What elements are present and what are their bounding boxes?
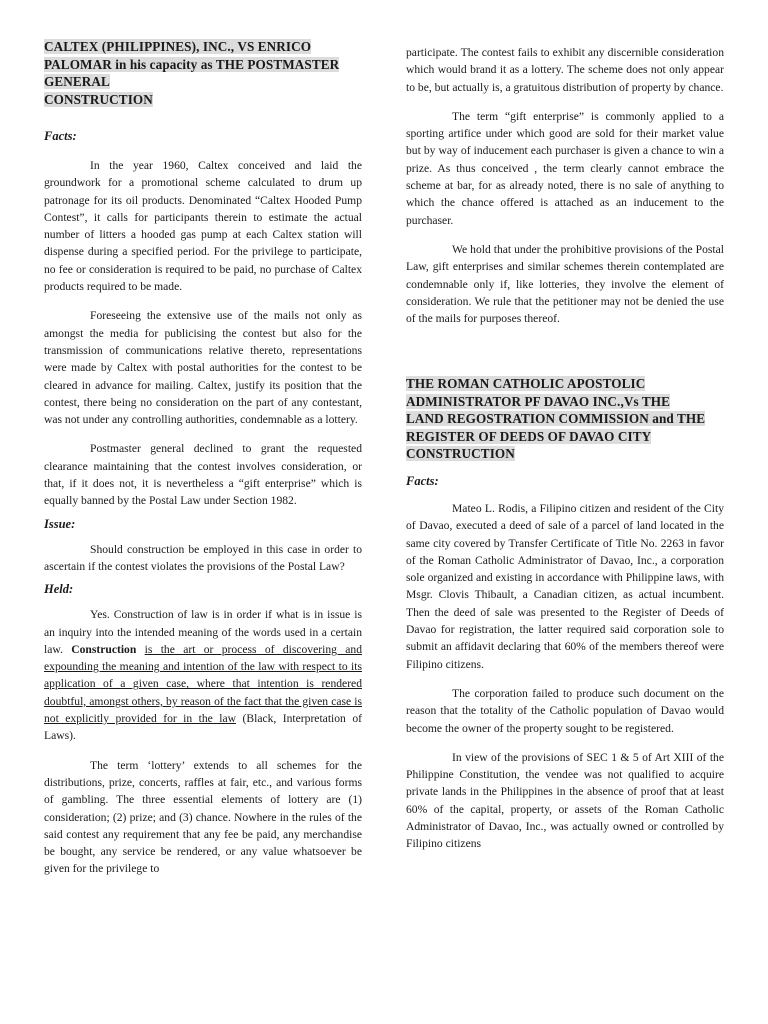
case1-title — [44, 38, 362, 108]
case2-title — [406, 375, 724, 463]
case1-held-paragraph-1 — [44, 606, 362, 744]
held-p1-definition: is the art or process of discovering and expounding the meaning and intention of the law with respect to its application of a given case, where that intention is rendered doubtful, amongst others, by reason of the fact that the given case is not explicitly provided for in the law — [44, 642, 362, 726]
case2-title-line1: THE ROMAN CATHOLIC APOSTOLIC — [406, 376, 646, 392]
case2-title-line3: LAND REGOSTRATION COMMISSION and THE — [406, 411, 706, 427]
case2-title-line2: ADMINISTRATOR PF DAVAO INC.,Vs THE — [406, 393, 671, 409]
case2-facts-paragraph-3: In view of the provisions of SEC 1 & 5 of Art XIII of the Philippine Constitution, the vendee was not qualified to acquire private lands in the Philippines in the absence of proof that at least 60% of the capital, property, or assets of the Roman Catholic Administrator of Davao, Inc., was actually owned or controlled by Filipino citizens — [406, 750, 724, 851]
case1-held-paragraph-4: We hold that under the prohibitive provisions of the Postal Law, gift enterprises and similar schemes therein contemplated are condemnable only if, like lotteries, they involve the element of consideration. We rule that the petitioner may not be denied the use of the mails for purposes thereof. — [406, 242, 724, 326]
case1-facts-label: Facts: — [44, 129, 77, 143]
left-column — [44, 38, 362, 878]
case2-facts-paragraph-2: The corporation failed to produce such document on the reason that the totality of the Catholic population of Davao would become the owner of the property sought to be registered. — [406, 686, 724, 735]
case1-title-line2: PALOMAR in his capacity as THE POSTMASTER — [44, 56, 340, 72]
case1-title-line3: GENERAL — [44, 74, 110, 89]
case2-facts-label: Facts: — [406, 473, 439, 488]
case1-issue-label: Issue: — [44, 516, 76, 531]
case1-title-line1: CALTEX (PHILIPPINES), INC., VS ENRICO — [44, 39, 312, 54]
case1-held-paragraph-2: The term ‘lottery’ extends to all schemes for the distributions, prize, concerts, raffles at fair, etc., and various forms of gambling. The three essential elements of lottery are (1) consideration; (2) prize; and (3) chance. Nowhere in the rules of the said contest any requirement that any fee be paid, any merchandise be bought, any service be rendered, or any value whatsoever be given for the privilege to — [44, 758, 362, 876]
case2-facts-paragraph-1: Mateo L. Rodis, a Filipino citizen and resident of the City of Davao, executed a deed of sale of a parcel of land located in the same city covered by Transfer Certificate of Title No. 2263 in favor of the Roman Catholic Administrator of Davao, Inc., a corporation sole organized and existing in accordance with Philippine laws, with Msgr. Clovis Thibault, a Canadian citizen, as actual incumbent. Then the deed of sale was presented to the Register of Deeds of Davao for registration, the latter required said corporation sole to submit an affidavit declaring that 60% of the members thereof were Filipino citizens. — [406, 501, 724, 671]
held-p1-citation: (Black, Interpretation of Laws). — [44, 712, 362, 743]
case2-title-line4: REGISTER OF DEEDS OF DAVAO CITY — [406, 428, 652, 444]
case1-issue-paragraph: Should construction be employed in this case in order to ascertain if the contest violates the provisions of the Postal Law? — [44, 542, 362, 573]
held-p1-bold-term: Construction — [71, 642, 137, 656]
right-column — [406, 44, 724, 853]
case1-facts-paragraph-1: In the year 1960, Caltex conceived and laid the groundwork for a promotional scheme calculated to drum up patronage for its oil products. Denominated “Caltex Hooded Pump Contest”, it calls for participants therein to estimate the actual number of litters a hooded gas pump at each Caltex station will dispense during a specified period. For the privilege to participate, no fee or consideration is required to be paid, no purchase of Caltex products required to be made. — [44, 159, 362, 294]
case1-held-label: Held: — [44, 582, 74, 597]
case1-title-line4: CONSTRUCTION — [44, 91, 153, 107]
case1-facts-paragraph-2: Foreseeing the extensive use of the mails not only as amongst the media for publicising the contest but also for the transmission of communications relative thereto, representations were made by Caltex with postal authorities for the contest to be cleared in advance for mailing. Caltex, justify its position that the contest, there being no consideration on the part of any contestant, was not under any controlling authorities, condemnable as a lottery. — [44, 309, 362, 427]
held-p1-intro: Yes. Construction of law is in order if what is in issue is an inquiry into the intended meaning of the words used in a certain law. — [44, 608, 362, 656]
case1-held-paragraph-3: The term “gift enterprise” is commonly applied to a sporting artifice under which good are sold for their market value but by way of inducement each purchaser is given a chance to win a prize. As thus conceived , the term clearly cannot embrace the scheme at bar, for as already noted, there is no sale of anything to which the chance offered is attached as an inducement to the purchaser. — [406, 109, 724, 227]
case1-facts-paragraph-3: Postmaster general declined to grant the requested clearance maintaining that the contest involves consideration, or that, if it does not, it is nevertheless a “gift enterprise” which is equally banned by the Postal Law under Section 1982. — [44, 442, 362, 508]
case1-held-paragraph-2-continued: participate. The contest fails to exhibit any discernible consideration which would brand it as a lottery. The scheme does not only appear to be, but actually is, a gratuitous distribution of property by chance. — [406, 46, 724, 94]
case2-title-line5: CONSTRUCTION — [406, 446, 515, 462]
